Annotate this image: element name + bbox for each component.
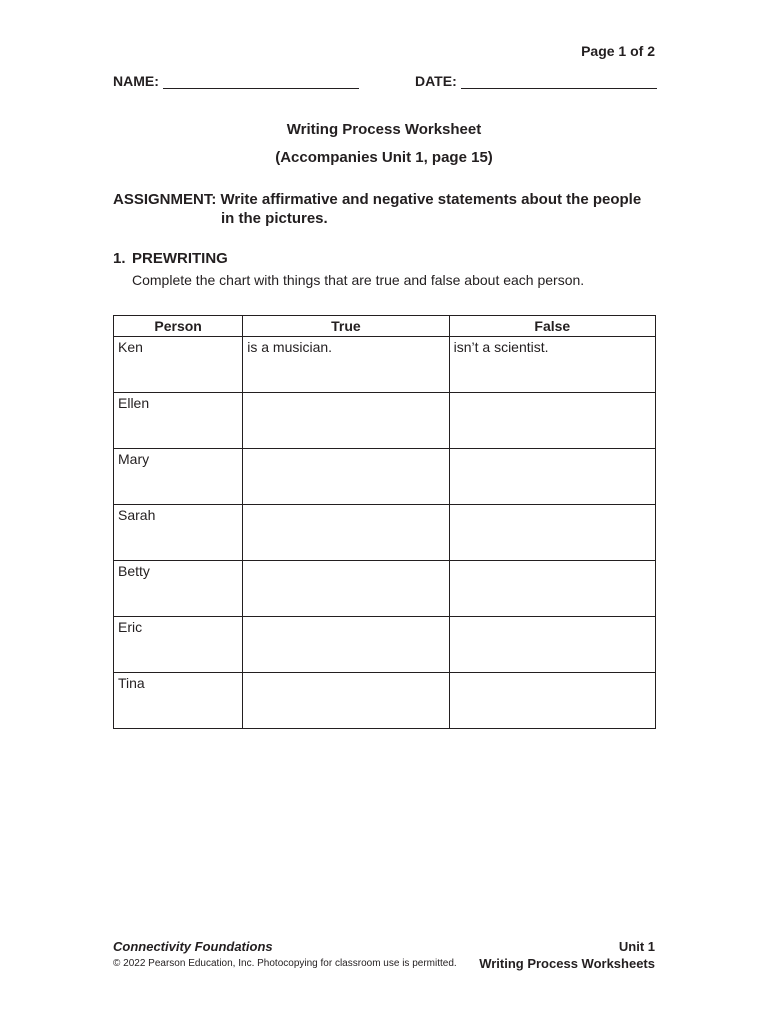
- table-row: [114, 617, 656, 673]
- person-cell: Eric: [114, 617, 243, 673]
- column-header-false: False: [449, 316, 655, 337]
- section-heading: [113, 250, 228, 267]
- footer-worksheet-type: Writing Process Worksheets: [479, 956, 655, 971]
- true-cell[interactable]: [243, 673, 449, 729]
- section-title: PREWRITING: [132, 250, 228, 267]
- name-field: [113, 73, 359, 89]
- false-cell[interactable]: [449, 673, 655, 729]
- table-row: [114, 337, 656, 393]
- person-cell: Mary: [114, 449, 243, 505]
- footer-book-title: Connectivity Foundations: [113, 939, 273, 954]
- assignment: [113, 190, 658, 228]
- column-header-person: Person: [114, 316, 243, 337]
- chart-header-row: [114, 316, 656, 337]
- false-cell[interactable]: [449, 449, 655, 505]
- true-cell[interactable]: [243, 505, 449, 561]
- person-cell: Sarah: [114, 505, 243, 561]
- section-number: 1.: [113, 250, 126, 267]
- footer-unit: Unit 1: [618, 939, 655, 954]
- person-cell: Tina: [114, 673, 243, 729]
- assignment-text-line-2: in the pictures.: [221, 210, 328, 227]
- person-cell: Betty: [114, 561, 243, 617]
- page-number: Page 1 of 2: [581, 43, 655, 59]
- worksheet-title: Writing Process Worksheet: [286, 121, 482, 138]
- true-cell[interactable]: [243, 393, 449, 449]
- date-line: [461, 74, 657, 89]
- person-cell: Ellen: [114, 393, 243, 449]
- table-row: [114, 505, 656, 561]
- person-cell: Ken: [114, 337, 243, 393]
- true-cell[interactable]: [243, 617, 449, 673]
- false-cell[interactable]: isn’t a scientist.: [449, 337, 655, 393]
- true-false-chart: [113, 315, 656, 729]
- date-label: DATE:: [415, 73, 457, 89]
- name-line: [163, 74, 359, 89]
- true-cell[interactable]: [243, 449, 449, 505]
- false-cell[interactable]: [449, 393, 655, 449]
- table-row: [114, 449, 656, 505]
- assignment-text-line-1: Write affirmative and negative statements about the people: [220, 191, 642, 208]
- table-row: [114, 673, 656, 729]
- section-instruction: Complete the chart with things that are true and false about each person.: [132, 272, 585, 288]
- date-field: [415, 73, 657, 89]
- true-cell[interactable]: [243, 561, 449, 617]
- assignment-label: ASSIGNMENT:: [113, 191, 217, 208]
- false-cell[interactable]: [449, 617, 655, 673]
- column-header-true: True: [243, 316, 449, 337]
- table-row: [114, 393, 656, 449]
- worksheet-subtitle: (Accompanies Unit 1, page 15): [275, 149, 493, 166]
- false-cell[interactable]: [449, 505, 655, 561]
- true-cell[interactable]: is a musician.: [243, 337, 449, 393]
- footer-copyright: © 2022 Pearson Education, Inc. Photocopying for classroom use is permitted.: [113, 958, 457, 969]
- false-cell[interactable]: [449, 561, 655, 617]
- name-label: NAME:: [113, 73, 159, 89]
- table-row: [114, 561, 656, 617]
